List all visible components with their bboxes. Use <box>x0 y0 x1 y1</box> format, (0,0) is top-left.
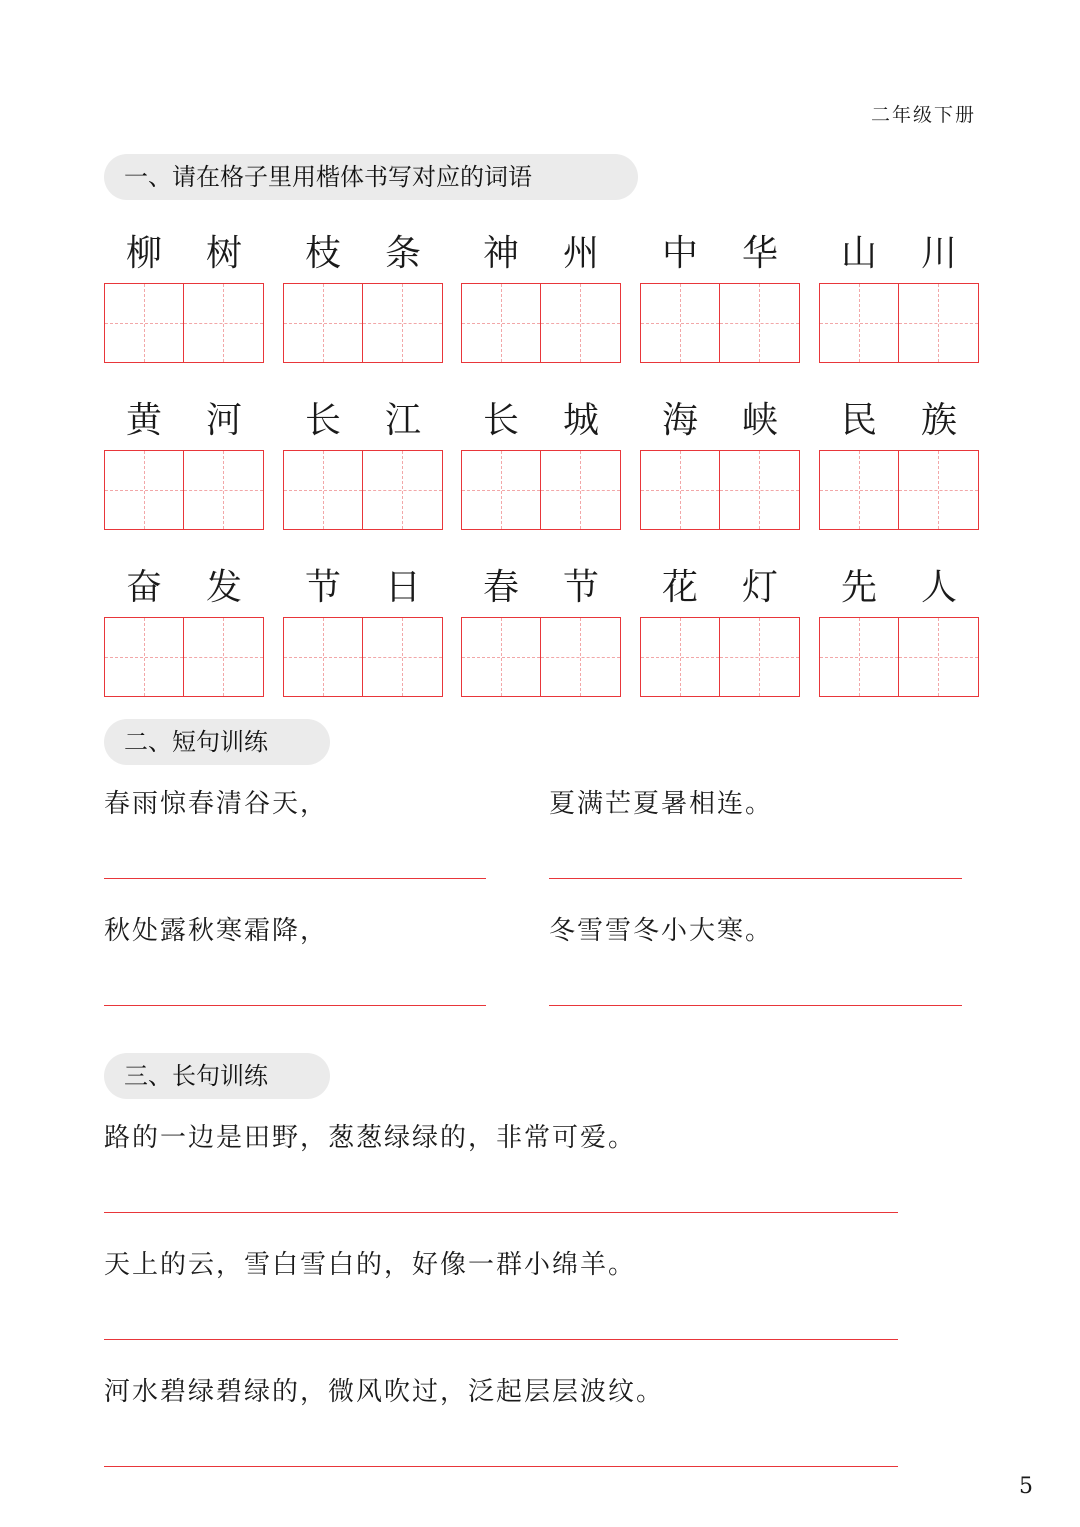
tianzige-cell[interactable] <box>284 451 363 529</box>
guide-line-vertical <box>938 618 939 696</box>
guide-line-vertical <box>223 451 224 529</box>
grade-label: 二年级下册 <box>870 104 976 126</box>
guide-line-vertical <box>580 618 581 696</box>
tianzige-cell[interactable] <box>641 618 720 696</box>
long-sentence-2: 天上的云，雪白雪白的，好像一群小绵羊。 <box>104 1250 637 1280</box>
word-character: 人 <box>920 567 957 608</box>
word-characters <box>461 559 621 608</box>
word-row <box>104 400 980 530</box>
writing-grid[interactable] <box>819 450 979 530</box>
word-characters <box>640 559 800 608</box>
guide-line-vertical <box>323 451 324 529</box>
tianzige-cell[interactable] <box>462 618 541 696</box>
word-character: 族 <box>920 400 957 441</box>
word-characters <box>104 225 264 274</box>
tianzige-cell[interactable] <box>541 618 620 696</box>
word-item <box>283 567 443 697</box>
guide-line-vertical <box>859 284 860 362</box>
guide-line-vertical <box>223 284 224 362</box>
guide-line-vertical <box>402 451 403 529</box>
writing-grid[interactable] <box>640 617 800 697</box>
tianzige-cell[interactable] <box>720 284 799 362</box>
word-item <box>104 233 264 363</box>
tianzige-cell[interactable] <box>641 284 720 362</box>
word-character: 长 <box>304 400 341 441</box>
word-character: 州 <box>562 233 599 274</box>
guide-line-vertical <box>680 618 681 696</box>
word-characters <box>819 559 979 608</box>
word-item <box>640 400 800 530</box>
guide-line-vertical <box>580 451 581 529</box>
guide-line-vertical <box>859 451 860 529</box>
guide-line-vertical <box>859 618 860 696</box>
section1-title: 一、请在格子里用楷体书写对应的词语 <box>104 154 638 200</box>
word-row <box>104 233 980 363</box>
word-characters <box>104 392 264 441</box>
guide-line-vertical <box>402 284 403 362</box>
word-character: 日 <box>384 567 421 608</box>
writing-grid[interactable] <box>819 617 979 697</box>
word-character: 峡 <box>741 400 778 441</box>
word-character: 发 <box>205 567 242 608</box>
tianzige-cell[interactable] <box>105 618 184 696</box>
tianzige-cell[interactable] <box>820 451 899 529</box>
tianzige-cell[interactable] <box>284 284 363 362</box>
section2-title: 二、短句训练 <box>104 719 330 765</box>
guide-line-vertical <box>759 284 760 362</box>
word-characters <box>104 559 264 608</box>
guide-line-vertical <box>759 618 760 696</box>
long-sentence-1: 路的一边是田野，葱葱绿绿的，非常可爱。 <box>104 1123 637 1153</box>
tianzige-cell[interactable] <box>363 618 442 696</box>
word-characters <box>461 392 621 441</box>
word-row <box>104 567 980 697</box>
tianzige-cell[interactable] <box>899 618 978 696</box>
word-character: 华 <box>741 233 778 274</box>
word-character: 神 <box>482 233 519 274</box>
word-item <box>461 400 621 530</box>
writing-grid[interactable] <box>640 450 800 530</box>
tianzige-cell[interactable] <box>820 618 899 696</box>
guide-line-vertical <box>144 284 145 362</box>
writing-grid[interactable] <box>104 450 264 530</box>
guide-line-vertical <box>938 451 939 529</box>
short-line-2-right: 冬雪雪冬小大寒。 <box>549 916 774 946</box>
word-character: 先 <box>840 567 877 608</box>
writing-line[interactable] <box>549 1005 962 1006</box>
word-character: 黄 <box>125 400 162 441</box>
tianzige-cell[interactable] <box>462 284 541 362</box>
tianzige-cell[interactable] <box>284 618 363 696</box>
word-character: 城 <box>562 400 599 441</box>
word-character: 节 <box>562 567 599 608</box>
short-line-1-right: 夏满芒夏暑相连。 <box>549 789 774 819</box>
tianzige-cell[interactable] <box>899 451 978 529</box>
word-character: 民 <box>840 400 877 441</box>
writing-line[interactable] <box>104 1466 898 1467</box>
tianzige-cell[interactable] <box>462 451 541 529</box>
tianzige-cell[interactable] <box>363 451 442 529</box>
tianzige-cell[interactable] <box>641 451 720 529</box>
word-characters <box>819 225 979 274</box>
word-item <box>640 567 800 697</box>
word-character: 节 <box>304 567 341 608</box>
writing-grid[interactable] <box>283 450 443 530</box>
tianzige-cell[interactable] <box>720 618 799 696</box>
guide-line-vertical <box>680 451 681 529</box>
long-sentence-3: 河水碧绿碧绿的，微风吹过，泛起层层波纹。 <box>104 1377 665 1407</box>
short-line-1-left: 春雨惊春清谷天， <box>104 789 329 819</box>
word-item <box>461 233 621 363</box>
guide-line-vertical <box>938 284 939 362</box>
writing-line[interactable] <box>549 878 962 879</box>
writing-grid[interactable] <box>461 617 621 697</box>
writing-grid[interactable] <box>461 283 621 363</box>
writing-grid[interactable] <box>283 617 443 697</box>
word-item <box>819 567 979 697</box>
word-character: 春 <box>482 567 519 608</box>
tianzige-cell[interactable] <box>541 451 620 529</box>
guide-line-vertical <box>501 284 502 362</box>
word-characters <box>283 392 443 441</box>
writing-line[interactable] <box>104 878 486 879</box>
word-item <box>461 567 621 697</box>
guide-line-vertical <box>680 284 681 362</box>
page-number: 5 <box>1019 1474 1033 1499</box>
word-character: 川 <box>920 233 957 274</box>
tianzige-cell[interactable] <box>899 284 978 362</box>
word-characters <box>461 225 621 274</box>
word-character: 灯 <box>741 567 778 608</box>
guide-line-vertical <box>759 451 760 529</box>
tianzige-cell[interactable] <box>541 284 620 362</box>
tianzige-cell[interactable] <box>105 451 184 529</box>
word-character: 江 <box>384 400 421 441</box>
section3-title: 三、长句训练 <box>104 1053 330 1099</box>
word-item <box>819 400 979 530</box>
word-character: 奋 <box>125 567 162 608</box>
word-character: 树 <box>205 233 242 274</box>
guide-line-vertical <box>223 618 224 696</box>
word-item <box>283 233 443 363</box>
guide-line-vertical <box>144 451 145 529</box>
word-item <box>104 400 264 530</box>
tianzige-cell[interactable] <box>184 284 263 362</box>
word-character: 柳 <box>125 233 162 274</box>
word-characters <box>283 559 443 608</box>
word-character: 山 <box>840 233 877 274</box>
guide-line-vertical <box>144 618 145 696</box>
word-character: 花 <box>661 567 698 608</box>
word-character: 海 <box>661 400 698 441</box>
tianzige-cell[interactable] <box>105 284 184 362</box>
guide-line-vertical <box>323 618 324 696</box>
word-item <box>819 233 979 363</box>
tianzige-cell[interactable] <box>184 618 263 696</box>
guide-line-vertical <box>402 618 403 696</box>
writing-grid[interactable] <box>819 283 979 363</box>
word-character: 枝 <box>304 233 341 274</box>
writing-grid[interactable] <box>104 283 264 363</box>
tianzige-cell[interactable] <box>720 451 799 529</box>
word-character: 长 <box>482 400 519 441</box>
word-item <box>104 567 264 697</box>
tianzige-cell[interactable] <box>820 284 899 362</box>
writing-grid[interactable] <box>104 617 264 697</box>
writing-grid[interactable] <box>640 283 800 363</box>
word-characters <box>640 392 800 441</box>
word-item <box>640 233 800 363</box>
word-character: 河 <box>205 400 242 441</box>
writing-line[interactable] <box>104 1005 486 1006</box>
word-character: 中 <box>661 233 698 274</box>
word-characters <box>640 225 800 274</box>
guide-line-vertical <box>580 284 581 362</box>
tianzige-cell[interactable] <box>184 451 263 529</box>
guide-line-vertical <box>501 451 502 529</box>
word-characters <box>283 225 443 274</box>
guide-line-vertical <box>501 618 502 696</box>
tianzige-cell[interactable] <box>363 284 442 362</box>
word-item <box>283 400 443 530</box>
writing-line[interactable] <box>104 1339 898 1340</box>
word-characters <box>819 392 979 441</box>
short-line-2-left: 秋处露秋寒霜降， <box>104 916 329 946</box>
writing-grid[interactable] <box>461 450 621 530</box>
writing-line[interactable] <box>104 1212 898 1213</box>
writing-grid[interactable] <box>283 283 443 363</box>
word-character: 条 <box>384 233 421 274</box>
guide-line-vertical <box>323 284 324 362</box>
